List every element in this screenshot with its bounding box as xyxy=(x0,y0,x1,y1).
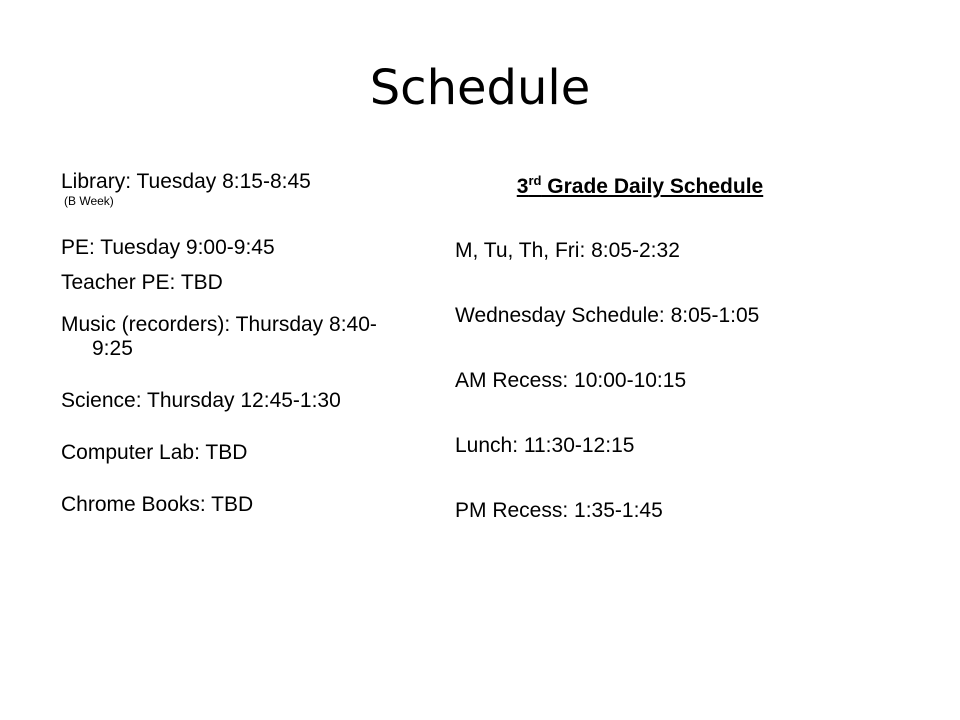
specials-list xyxy=(61,170,391,517)
list-item-wednesday-hours: Wednesday Schedule: 8:05-1:05 xyxy=(455,304,760,327)
library-text: Library: Tuesday 8:15-8:45 xyxy=(61,170,311,193)
list-item-am-recess: AM Recess: 10:00-10:15 xyxy=(455,369,687,392)
daily-schedule-heading xyxy=(410,175,870,199)
list-item-science: Science: Thursday 12:45-1:30 xyxy=(61,389,341,412)
list-item-music: Music (recorders): Thursday 8:40-9:25 xyxy=(61,313,377,360)
list-item-computer-lab: Computer Lab: TBD xyxy=(61,441,248,464)
list-item-teacher-pe: Teacher PE: TBD xyxy=(61,271,223,294)
daily-schedule xyxy=(455,175,885,523)
list-item-pe: PE: Tuesday 9:00-9:45 xyxy=(61,236,275,259)
list-item-library xyxy=(61,170,391,208)
heading-text: Grade Daily Schedule xyxy=(541,175,764,198)
page-title: Schedule xyxy=(369,60,591,116)
list-item-pm-recess: PM Recess: 1:35-1:45 xyxy=(455,499,663,522)
library-note: (B Week) xyxy=(64,194,114,208)
list-item-chrome-books: Chrome Books: TBD xyxy=(61,493,254,516)
heading-number: 3 xyxy=(516,175,529,198)
list-item-lunch: Lunch: 11:30-12:15 xyxy=(455,434,635,457)
list-item-weekday-hours: M, Tu, Th, Fri: 8:05-2:32 xyxy=(455,239,680,262)
heading-ordinal-suffix: rd xyxy=(528,173,542,188)
